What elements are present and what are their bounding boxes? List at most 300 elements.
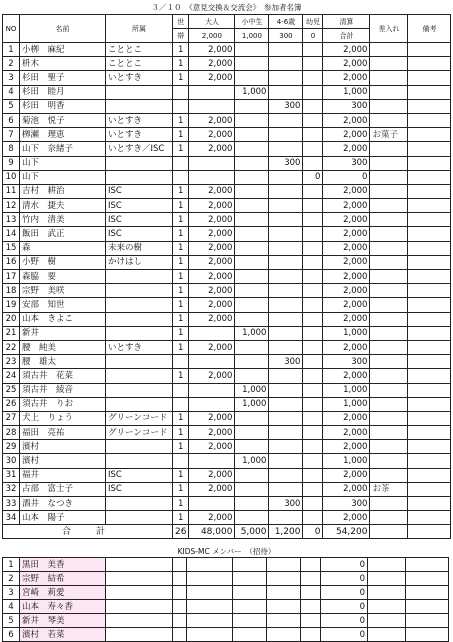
row-total: 2,000 [323,43,370,57]
kids-child [233,572,267,586]
row-no: 5 [3,99,20,113]
row-setai: 1 [173,128,189,142]
row-small [269,170,303,184]
row-child: 1,000 [235,397,269,411]
row-small [269,43,303,57]
header-no: NO [3,15,20,43]
table-row [3,227,451,241]
row-infant [303,298,323,312]
row-setai: 1 [173,57,189,71]
row-affiliation [106,369,173,383]
row-name: 清水 捷夫 [20,199,106,213]
row-adult: 2,000 [189,298,235,312]
row-setai: 1 [173,298,189,312]
row-affiliation: いとすき [106,340,173,354]
row-adult: 2,000 [189,142,235,156]
row-no: 6 [3,113,20,127]
kids-affiliation [106,558,173,572]
row-remarks [408,113,451,127]
row-child: 1,000 [235,85,269,99]
row-total: 2,000 [323,426,370,440]
row-remarks [408,482,451,496]
row-remarks [408,85,451,99]
row-infant [303,284,323,298]
table-row [3,71,451,85]
kids-no: 4 [3,600,20,614]
row-child [235,411,269,425]
row-small [269,213,303,227]
row-gift [370,383,408,397]
row-child [235,142,269,156]
table-row [3,340,451,354]
row-child [235,99,269,113]
header-adult-price: 2,000 [189,29,235,43]
row-affiliation: ISC [106,199,173,213]
row-infant [303,43,323,57]
table-row [3,57,451,71]
row-name: 森脇 要 [20,270,106,284]
table-row [3,199,451,213]
row-setai: 1 [173,184,189,198]
totals-child: 5,000 [235,525,269,539]
row-total: 2,000 [323,298,370,312]
row-remarks [408,440,451,454]
row-no: 9 [3,156,20,170]
table-row [3,184,451,198]
row-affiliation: こととこ [106,43,173,57]
row-no: 27 [3,411,20,425]
row-gift [370,454,408,468]
row-gift [370,199,408,213]
row-no: 2 [3,57,20,71]
row-child [235,227,269,241]
row-adult: 2,000 [189,43,235,57]
row-total: 2,000 [323,270,370,284]
row-adult: 2,000 [189,184,235,198]
row-name: 福井 [20,468,106,482]
row-infant [303,497,323,511]
row-small: 300 [269,99,303,113]
row-small [269,270,303,284]
row-child [235,340,269,354]
row-adult [189,383,235,397]
row-name: 安部 知世 [20,298,106,312]
kids-rows [3,558,449,642]
row-total: 2,000 [323,482,370,496]
row-no: 34 [3,511,20,525]
row-total: 2,000 [323,255,370,269]
row-remarks [408,213,451,227]
row-setai: 1 [173,241,189,255]
row-adult: 2,000 [189,284,235,298]
row-gift: お菓子 [370,128,408,142]
row-gift [370,85,408,99]
row-name: 竹内 清美 [20,213,106,227]
table-row [3,128,451,142]
row-adult: 2,000 [189,57,235,71]
row-setai: 1 [173,142,189,156]
row-total: 2,000 [323,284,370,298]
row-no: 23 [3,355,20,369]
table-row [3,426,451,440]
kids-total: 0 [321,572,368,586]
kids-remarks [406,628,449,642]
row-total: 2,000 [323,369,370,383]
kids-gift [368,628,406,642]
kids-setai [173,614,187,628]
row-remarks [408,128,451,142]
kids-small [267,558,301,572]
kids-adult [187,572,233,586]
row-affiliation: ISC [106,482,173,496]
participant-table [2,14,451,539]
row-affiliation: 未来の樹 [106,241,173,255]
row-child [235,369,269,383]
row-total: 2,000 [323,199,370,213]
row-setai [173,383,189,397]
row-infant [303,326,323,340]
totals-label: 合 計 [3,525,173,539]
row-remarks [408,270,451,284]
row-infant [303,227,323,241]
header-setai-1: 世 [173,15,189,29]
row-name: 腰 純美 [20,340,106,354]
row-name: 福田 亮祐 [20,426,106,440]
row-infant [303,440,323,454]
row-setai: 1 [173,199,189,213]
table-row [3,170,451,184]
row-no: 4 [3,85,20,99]
row-remarks [408,142,451,156]
table-row [3,213,451,227]
row-setai [173,170,189,184]
kids-row [3,628,449,642]
row-setai: 1 [173,255,189,269]
row-infant [303,312,323,326]
row-setai: 1 [173,71,189,85]
kids-total: 0 [321,614,368,628]
kids-infant [301,614,321,628]
row-small: 300 [269,497,303,511]
row-infant [303,369,323,383]
row-adult [189,397,235,411]
kids-adult [187,614,233,628]
row-gift [370,227,408,241]
kids-remarks [406,586,449,600]
row-gift [370,284,408,298]
header-small: 4-6歳 [269,15,303,29]
row-name: 森 [20,241,106,255]
row-no: 15 [3,241,20,255]
row-remarks [408,184,451,198]
row-infant [303,468,323,482]
row-infant [303,241,323,255]
row-gift [370,71,408,85]
row-adult [189,355,235,369]
row-gift [370,213,408,227]
row-infant [303,128,323,142]
row-small [269,128,303,142]
table-row [3,468,451,482]
row-total: 300 [323,355,370,369]
kids-affiliation [106,614,173,628]
header-settle-sub: 合計 [323,29,370,43]
table-row [3,440,451,454]
table-row [3,85,451,99]
row-small [269,284,303,298]
row-small [269,227,303,241]
row-adult: 2,000 [189,199,235,213]
table-row [3,270,451,284]
kids-remarks [406,572,449,586]
row-small [269,255,303,269]
row-affiliation [106,99,173,113]
kids-infant [301,558,321,572]
kids-gift [368,600,406,614]
row-infant [303,340,323,354]
row-affiliation: いとすき／ISC [106,142,173,156]
row-no: 21 [3,326,20,340]
row-adult: 2,000 [189,255,235,269]
page-title: ３／１０ 《意見交換＆交流会》 参加者名簿 [151,3,302,12]
row-affiliation [106,397,173,411]
kids-small [267,628,301,642]
table-row [3,497,451,511]
row-child [235,468,269,482]
row-affiliation [106,511,173,525]
row-infant [303,156,323,170]
row-no: 10 [3,170,20,184]
row-name: 犬上 りょう [20,411,106,425]
row-name: 濱村 [20,440,106,454]
row-gift [370,43,408,57]
header-small-price: 300 [269,29,303,43]
row-child [235,270,269,284]
row-remarks [408,312,451,326]
row-remarks [408,411,451,425]
row-child [235,284,269,298]
row-child [235,497,269,511]
row-setai [173,99,189,113]
kids-remarks [406,600,449,614]
row-name: 杉田 聖子 [20,71,106,85]
row-name: 山本 陽子 [20,511,106,525]
row-remarks [408,71,451,85]
table-row [3,113,451,127]
row-setai: 1 [173,468,189,482]
row-no: 1 [3,43,20,57]
row-adult [189,85,235,99]
kids-affiliation [106,600,173,614]
row-gift [370,255,408,269]
row-adult: 2,000 [189,511,235,525]
row-child [235,298,269,312]
row-total: 1,000 [323,85,370,99]
table-row [3,397,451,411]
kids-name: 濱村 若菜 [20,628,106,642]
header-row-1 [3,15,451,29]
row-setai: 1 [173,426,189,440]
row-child [235,43,269,57]
kids-name: 宮崎 莉愛 [20,586,106,600]
row-name: 山下 [20,156,106,170]
kids-adult [187,586,233,600]
row-small [269,71,303,85]
kids-gift [368,558,406,572]
row-setai: 1 [173,369,189,383]
row-no: 11 [3,184,20,198]
kids-row [3,600,449,614]
row-small [269,298,303,312]
kids-total: 0 [321,558,368,572]
kids-row [3,572,449,586]
row-affiliation [106,454,173,468]
row-affiliation [106,170,173,184]
row-child [235,511,269,525]
row-small [269,340,303,354]
row-affiliation: いとすき [106,113,173,127]
row-setai [173,397,189,411]
row-remarks [408,199,451,213]
row-gift [370,57,408,71]
row-adult [189,326,235,340]
row-gift [370,355,408,369]
row-child [235,170,269,184]
kids-affiliation [106,586,173,600]
row-name: 占部 富士子 [20,482,106,496]
kids-adult [187,600,233,614]
row-affiliation [106,270,173,284]
table-row [3,241,451,255]
row-total: 2,000 [323,511,370,525]
row-total: 2,000 [323,213,370,227]
row-affiliation: ISC [106,213,173,227]
kids-infant [301,586,321,600]
row-affiliation: いとすき [106,128,173,142]
row-no: 8 [3,142,20,156]
kids-setai [173,628,187,642]
kids-small [267,572,301,586]
row-affiliation: かけはし [106,255,173,269]
row-small [269,312,303,326]
row-total: 1,000 [323,454,370,468]
row-setai: 1 [173,326,189,340]
kids-infant [301,628,321,642]
row-name: 杉田 睦月 [20,85,106,99]
kids-child [233,614,267,628]
row-no: 7 [3,128,20,142]
row-gift [370,99,408,113]
kids-title: KIDS-MC メンバー （招待） [177,547,276,556]
kids-setai [173,600,187,614]
row-affiliation [106,312,173,326]
row-no: 33 [3,497,20,511]
header-child-price: 1,000 [235,29,269,43]
row-remarks [408,99,451,113]
row-gift [370,468,408,482]
row-affiliation: ISC [106,184,173,198]
row-gift [370,113,408,127]
kids-row [3,586,449,600]
row-name: 須古井 綾音 [20,383,106,397]
header-name: 名前 [20,15,106,43]
row-total: 2,000 [323,340,370,354]
row-gift [370,497,408,511]
row-no: 17 [3,270,20,284]
row-child: 1,000 [235,454,269,468]
row-total: 0 [323,170,370,184]
row-remarks [408,284,451,298]
row-gift [370,298,408,312]
row-name: 山下 [20,170,106,184]
row-small [269,383,303,397]
row-remarks [408,57,451,71]
row-remarks [408,340,451,354]
row-infant [303,270,323,284]
row-small [269,426,303,440]
row-small [269,142,303,156]
row-infant: 0 [303,170,323,184]
kids-total: 0 [321,586,368,600]
header-affiliation: 所属 [106,15,173,43]
row-child [235,312,269,326]
row-setai: 1 [173,284,189,298]
row-total: 300 [323,497,370,511]
row-no: 25 [3,383,20,397]
table-row [3,411,451,425]
row-name: 杉田 明香 [20,99,106,113]
row-affiliation: グリーンコード [106,411,173,425]
row-child [235,128,269,142]
row-infant [303,397,323,411]
row-gift [370,312,408,326]
row-setai: 1 [173,213,189,227]
row-name: 山下 奈緒子 [20,142,106,156]
row-total: 300 [323,156,370,170]
row-no: 18 [3,284,20,298]
kids-adult [187,558,233,572]
totals-note [408,525,451,539]
row-infant [303,355,323,369]
row-adult [189,170,235,184]
row-small [269,241,303,255]
row-affiliation: ISC [106,468,173,482]
row-small [269,113,303,127]
row-name: 栁瀬 理恵 [20,128,106,142]
row-small [269,184,303,198]
row-infant [303,426,323,440]
row-name: 宗野 美咲 [20,284,106,298]
row-affiliation: ISC [106,227,173,241]
row-infant [303,113,323,127]
row-infant [303,383,323,397]
row-adult [189,99,235,113]
row-child [235,255,269,269]
row-child: 1,000 [235,326,269,340]
kids-no: 3 [3,586,20,600]
row-affiliation [106,383,173,397]
row-infant [303,213,323,227]
row-name: 飯田 武正 [20,227,106,241]
kids-table [2,557,449,642]
row-no: 22 [3,340,20,354]
row-affiliation [106,440,173,454]
row-total: 2,000 [323,440,370,454]
kids-small [267,614,301,628]
table-row [3,156,451,170]
row-small [269,397,303,411]
kids-gift [368,586,406,600]
